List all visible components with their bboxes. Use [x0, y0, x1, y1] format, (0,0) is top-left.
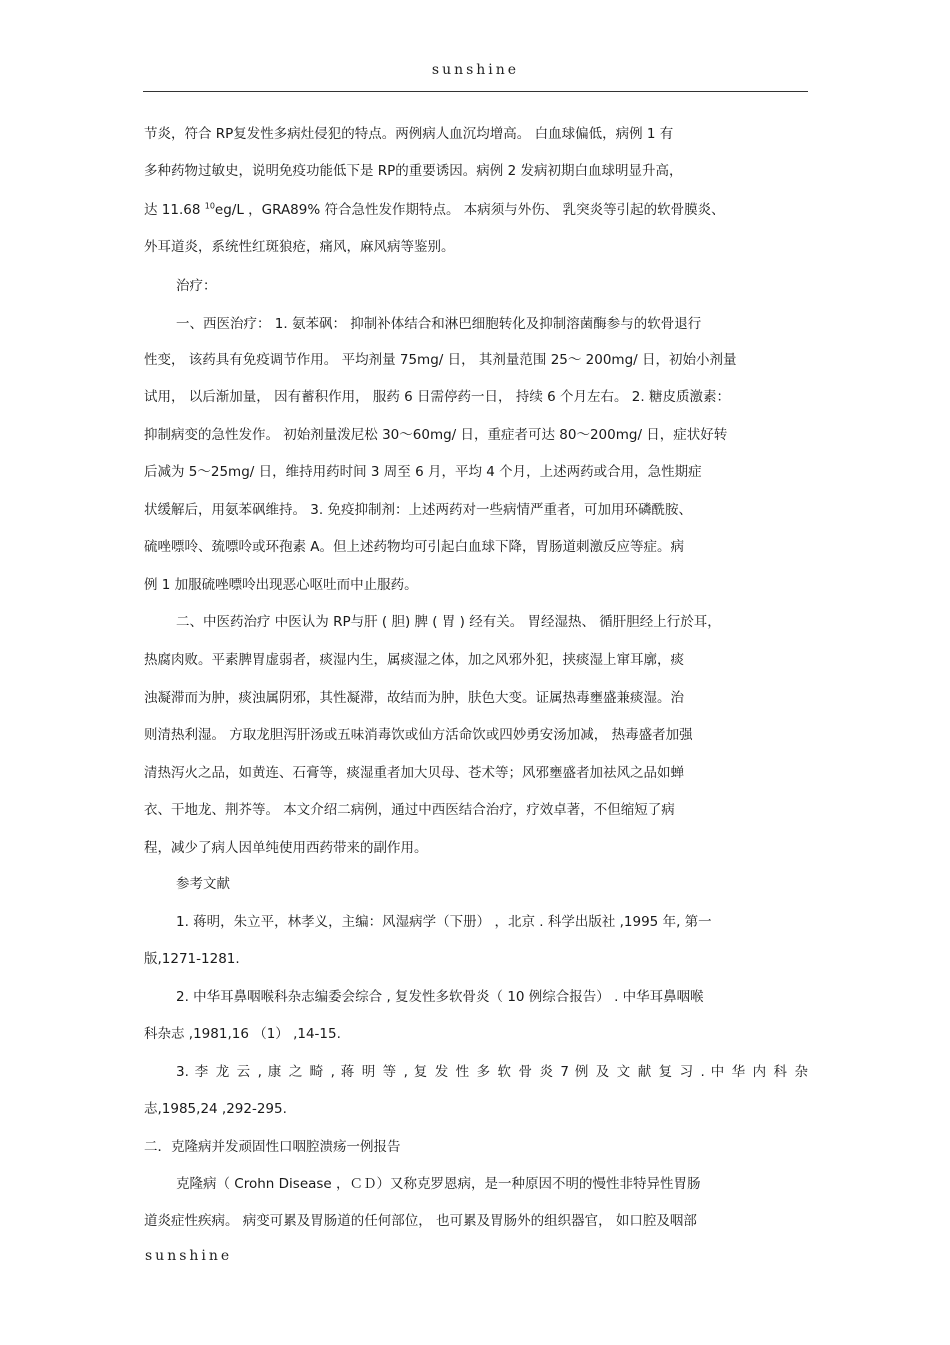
text-line: 版,1271-1281. — [144, 951, 240, 967]
text-line: 例 1 加服硫唑嘌呤出现恶心呕吐而中止服药。 — [144, 577, 418, 593]
text-line: 节炎，符合 RP复发性多病灶侵犯的特点。两例病人血沉均增高。 白血球偏低，病例 1 有 — [144, 126, 674, 142]
text-line: 克隆病（ Crohn Disease ，ＣＤ）又称克罗恩病，是一种原因不明的慢性非特异性胃肠 — [176, 1176, 701, 1192]
text-line: 热腐肉败。平素脾胃虚弱者，痰湿内生，属痰湿之体，加之风邪外犯，挟痰湿上窜耳廓，痰 — [144, 652, 684, 668]
text-line: 衣、干地龙、荆芥等。 本文介绍二病例，通过中西医结合治疗，疗效卓著，不但缩短了病 — [144, 802, 675, 818]
text-line: 2. 中华耳鼻咽喉科杂志编委会综合 , 复发性多软骨炎（ 10 例综合报告） . 中华耳鼻咽喉 — [176, 989, 704, 1005]
superscript: 10 — [204, 201, 215, 211]
text-line: 抑制病变的急性发作。 初始剂量泼尼松 30～60mg/ 日，重症者可达 80～200mg/ 日，症状好转 — [144, 427, 728, 443]
page-footer: sunshine — [145, 1248, 233, 1264]
text-line: 状缓解后，用氨苯砜维持。 3. 免疫抑制剂：上述两药对一些病情严重者，可加用环磷酰胺、 — [144, 502, 692, 518]
text-line: 达 11.68 $^{10}$eg/L ，GRA89% 符合急性发作期特点。 本病须与外伤、 乳突炎等引起的软骨膜炎、 — [144, 201, 725, 218]
text-line: 参考文献 — [176, 876, 230, 892]
text-line: 科杂志 ,1981,16 （1） ,14-15. — [144, 1026, 341, 1042]
text-line: 二．克隆病并发顽固性口咽腔溃疡一例报告 — [144, 1139, 401, 1155]
text-line: 志,1985,24 ,292-295. — [144, 1101, 287, 1117]
text-line: 清热泻火之品，如黄连、石膏等，痰湿重者加大贝母、苍术等；风邪壅盛者加祛风之品如蝉 — [144, 765, 684, 781]
text-line: 二、中医药治疗 中医认为 RP与肝 ( 胆) 脾 ( 胃 ) 经有关。 胃经湿热、 循肝胆经上行於耳， — [176, 614, 721, 630]
text-line: 一、西医治疗： 1. 氨苯砜： 抑制补体结合和淋巴细胞转化及抑制溶菌酶参与的软骨退行 — [176, 316, 702, 332]
text-line: 试用， 以后渐加量， 因有蓄积作用， 服药 6 日需停药一日， 持续 6 个月左右。 2. 糖皮质激素： — [144, 389, 730, 405]
text-line: 3. 李 龙 云 , 康 之 畸 , 蒋 明 等 , 复 发 性 多 软 骨 炎 7 例 及 文 献 复 习 . 中 华 内 科 杂 — [176, 1064, 808, 1080]
text-line: 道炎症性疾病。 病变可累及胃肠道的任何部位， 也可累及胃肠外的组织器官， 如口腔及咽部 — [144, 1213, 697, 1229]
page-header: sunshine — [431, 62, 520, 78]
text-line: 多种药物过敏史，说明免疫功能低下是 RP的重要诱因。病例 2 发病初期白血球明显升高， — [144, 163, 683, 179]
text-line: 后减为 5～25mg/ 日，维持用药时间 3 周至 6 月，平均 4 个月，上述两药或合用，急性期症 — [144, 464, 702, 480]
text-line: 程，减少了病人因单纯使用西药带来的副作用。 — [144, 840, 428, 856]
text-line: 浊凝滞而为肿，痰浊属阴邪，其性凝滞，故结而为肿，肤色大变。证属热毒壅盛兼痰湿。治 — [144, 690, 684, 706]
text-line: 性变， 该药具有免疫调节作用。 平均剂量 75mg/ 日， 其剂量范围 25～ 200mg/ 日，初始小剂量 — [144, 352, 737, 368]
text-line: 1. 蒋明，朱立平，林孝义，主编：风湿病学（下册） ，北京 . 科学出版社 ,1995 年, 第一 — [176, 914, 712, 930]
text-line: 外耳道炎，系统性红斑狼疮，痛风，麻风病等鉴别。 — [144, 239, 455, 255]
text-line: 硫唑嘌呤、巯嘌呤或环孢素 A。但上述药物均可引起白血球下降，胃肠道刺激反应等症。病 — [144, 539, 685, 555]
header-divider — [143, 91, 808, 92]
text-line: 治疗： — [176, 278, 217, 294]
text-line: 则清热利湿。 方取龙胆泻肝汤或五味消毒饮或仙方活命饮或四妙勇安汤加减， 热毒盛者加强 — [144, 727, 693, 743]
